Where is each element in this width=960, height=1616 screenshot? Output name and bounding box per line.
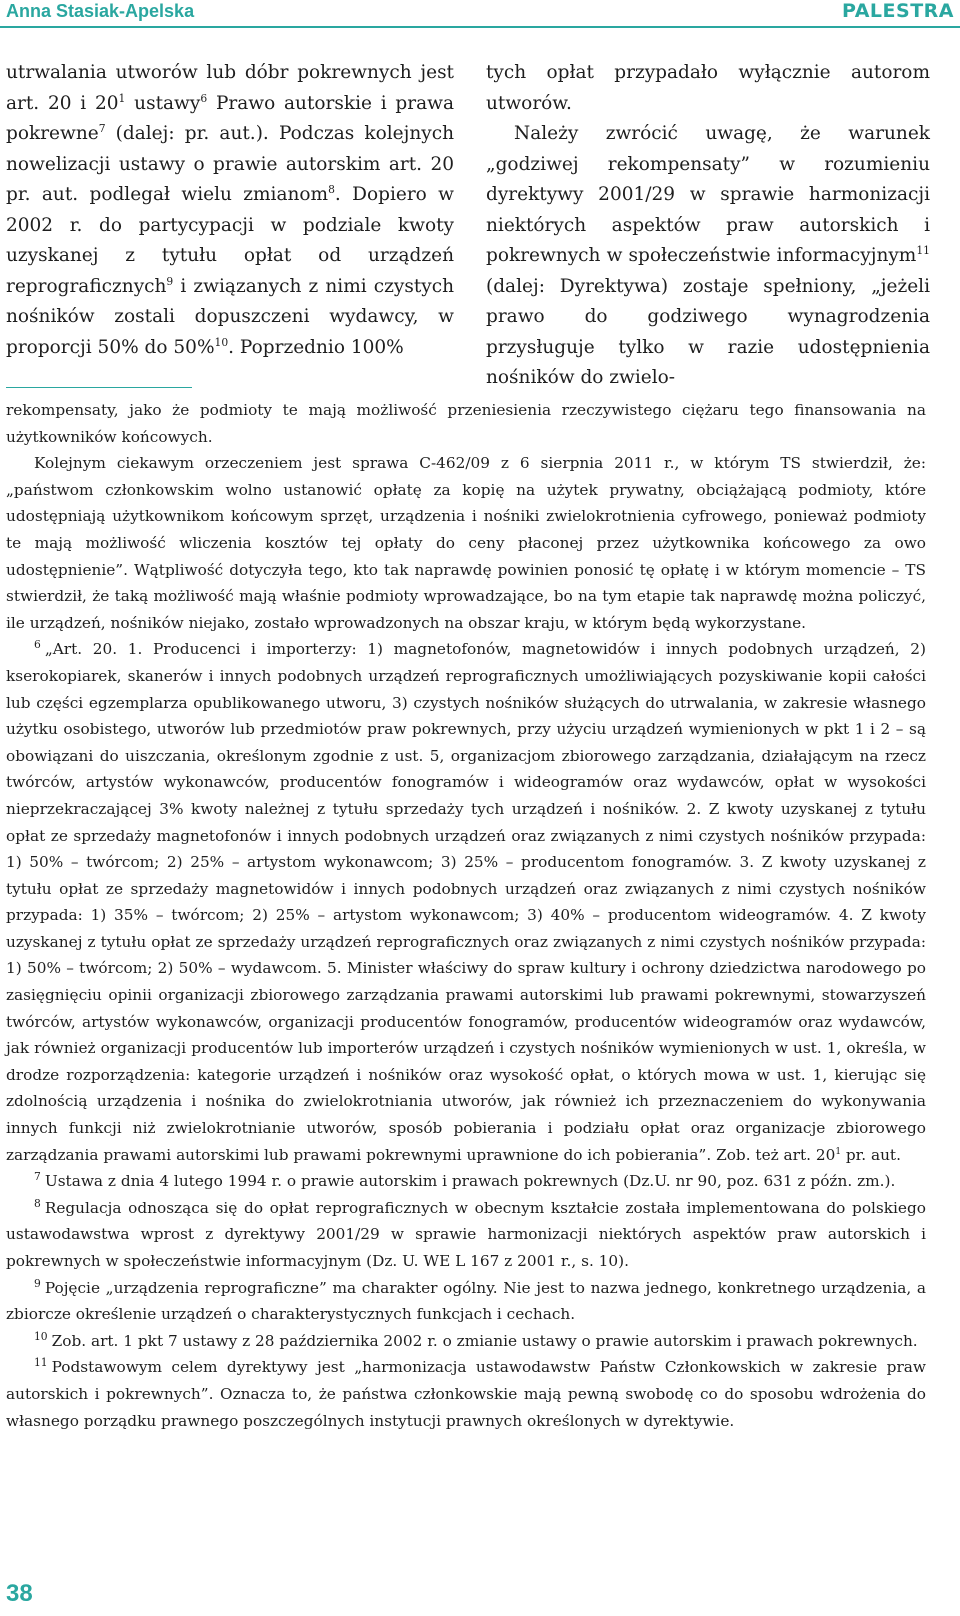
footnote-6: $^6$ „Art. 20. 1. Producenci i importerzy: 1) magnetofonów, magnetowidów i innych podobnych urządzeń, 2) kserokopiarek, skanerów i innych podobnych urządzeń reprograficznych umożliwiających pozyskiwanie kopii całości lub części egzemplarza opublikowanego utworu, 3) czystych nośników służących do utrwalania, w zakresie własnego użytku osobistego, utworów lub przedmiotów praw pokrewnych, przy użyciu urządzeń wymienionych w pkt 1 i 2 – są obowiązani do uiszczania, określonym zgodnie z ust. 5, organizacjom zbiorowego zarządzania, działającym na rzecz twórców, artystów wykonawców, producentów fonogramów i wideogramów oraz wydawców, opłat w wysokości nieprzekraczającej 3% kwoty należnej z tytułu sprzedaży tych urządzeń i nośników. 2. Z kwoty uzyskanej z tytułu opłat ze sprzedaży magnetofonów i innych podobnych urządzeń oraz związanych z nimi czystych nośników przypada: 1) 50% – twórcom; 2) 25% – artystom wykonawcom; 3) 25% – producentom fonogramów. 3. Z kwoty uzyskanej z tytułu opłat ze sprzedaży magnetowidów i innych podobnych urządzeń oraz związanych z nimi czystych nośników przypada: 1) 35% – twórcom; 2) 25% – artystom wykonawcom; 3) 40% – producentom wideogramów. 4. Z kwoty uzyskanej z tytułu opłat ze sprzedaży urządzeń reprograficznych oraz związanych z nimi czystych nośników przypada: 1) 50% – twórcom; 2) 50% – wydawcom. 5. Minister właściwy do spraw kultury i ochrony dziedzictwa narodowego po zasięgnięciu opinii organizacji zbiorowego zarządzania prawami autorskimi lub prawami pokrewnymi, stowarzyszeń twórców, artystów wykonawców, organizacji producentów fonogramów, producentów wideogramów oraz wydawców, jak również organizacji producentów lub importerów urządzeń i czystych nośników wymienionych w ust. 1, określa, w drodze rozporządzenia: kategorie urządzeń i nośników oraz wysokość opłat, o których mowa w ust. 1, kierując się zdolnością urządzenia i nośnika do zwielokrotniania utworów, jak również ich przeznaczeniem do wykonywania innych funkcji niż zwielokrotnianie utworów, sposób pobierania i podziału opłat oraz organizacje zbiorowego zarządzania prawami autorskimi lub prawami pokrewnymi uprawnione do ich pobierania”. Zob. też art. $20^1$ pr. aut.: [6, 638, 926, 1164]
page-number: 38: [6, 1580, 33, 1607]
footnote-ref-9[interactable]: 9: [166, 274, 174, 288]
footnote-ref-6[interactable]: 6: [200, 91, 208, 105]
header-journal-title: PALESTRA: [842, 0, 954, 22]
footnote-9: $^9$ Pojęcie „urządzenia reprograficzne” ma charakter ogólny. Nie jest to nazwa jednego, konkretnego urządzenia, a zbiorcze określenie urządzeń o charakterystycznych funkcjach i cechach.: [6, 1276, 926, 1324]
body-paragraph: utrwalania utworów lub dóbr pokrewnych jest art. 20 i $20^1$ ustawy$^6$ Prawo autorskie i prawa pokrewne$^7$ (dalej: pr. aut.). Podczas kolejnych nowelizacji ustawy o prawie autorskim art. 20 pr. aut. podlegał wielu zmianom$^8$. Dopiero w 2002 r. do partycypacji w podziale kwoty uzyskanej z tytułu opłat od urządzeń reprograficznych$^9$ i związanych z nimi czystych nośników zostali dopuszczeni wydawcy, w proporcji 50% do 50%$^{10}$. Poprzednio 100%: [6, 62, 455, 358]
footnote-ref-8[interactable]: 8: [328, 182, 335, 196]
footnotes-section: [6, 397, 926, 1434]
footnote-number: 10: [34, 1329, 48, 1343]
footnote-separator: [6, 387, 192, 388]
footnote-ref: 1: [118, 91, 126, 105]
footnote-number: 11: [34, 1356, 48, 1370]
body-paragraph: tych opłat przypadało wyłącznie autorom utworów.: [486, 62, 930, 114]
footnote-number: 7: [34, 1170, 41, 1184]
footnote-8: $^8$ Regulacja odnosząca się do opłat reprograficznych w obecnym kształcie została implementowana do polskiego ustawodawstwa wprost z dyrektywy 2001/29 w sprawie harmonizacji niektórych aspektów praw autorskich i pokrewnych w społeczeństwie informacyjnym (Dz. U. WE L 167 z 2001 r., s. 10).: [6, 1196, 926, 1270]
running-header: [0, 0, 960, 28]
footnote-ref-11[interactable]: 11: [916, 243, 930, 257]
header-author: Anna Stasiak-Apelska: [6, 1, 195, 21]
footnote-11: $^{11}$ Podstawowym celem dyrektywy jest „harmonizacja ustawodawstw Państw Członkowskich w zakresie praw autorskich i pokrewnych”. Oznacza to, że państwa członkowskie mają pewną swobodę co do sposobu wdrożenia do własnego porządku prawnego poszczególnych instytucji prawnych określonych w dyrektywie.: [6, 1356, 926, 1430]
footnote-number: 8: [34, 1196, 41, 1210]
footnote-continuation: Kolejnym ciekawym orzeczeniem jest sprawa C-462/09 z 6 sierpnia 2011 r., w którym TS stwierdził, że: „państwom członkowskim wolno ustanowić opłatę za kopię na użytek prywatny, obciążającą podmioty, które udostępniają użytkownikom końcowym sprzęt, urządzenia i nośniki zwielokrotnienia cyfrowego, ponieważ podmioty te mają możliwość wliczenia kosztów tej opłaty do ceny płaconej przez użytkownika końcowego za owo udostępnienie”. Wątpliwość dotyczyła tego, kto tak naprawdę powinien ponosić tę opłatę i w którym momencie – TS stwierdził, że taką możliwość mają właśnie podmioty wprowadzające, bo na tym etapie tak naprawdę można policzyć, ile urządzeń, nośników niejako, zostało wprowadzonych na obszar kraju, w którym będą wykorzystane.: [6, 454, 926, 632]
footnote-ref-7[interactable]: 7: [98, 121, 106, 135]
footnote-10: $^{10}$ Zob. art. 1 pkt 7 ustawy z 28 października 2002 r. o zmianie ustawy o prawie autorskim i prawach pokrewnych.: [34, 1329, 918, 1350]
footnote-number: 6: [34, 638, 41, 652]
footnote-ref-10[interactable]: 10: [214, 335, 229, 349]
footnote-continuation: rekompensaty, jako że podmioty te mają możliwość przeniesienia rzeczywistego ciężaru tego finansowania na użytkowników końcowych.: [6, 401, 926, 446]
body-paragraph: Należy zwrócić uwagę, że warunek „godziwej rekompensaty” w rozumieniu dyrektywy 2001/29 w sprawie harmonizacji niektórych aspektów praw autorskich i pokrewnych w społeczeństwie informacyjnym$^{11}$ (dalej: Dyrektywa) zostaje spełniony, „jeżeli prawo do godziwego wynagrodzenia przysługuje tylko w razie udostępnienia nośników do zwielo-: [486, 123, 930, 388]
footnote-7: $^7$ Ustawa z dnia 4 lutego 1994 r. o prawie autorskim i prawach pokrewnych (Dz.U. nr 90, poz. 631 z późn. zm.).: [34, 1170, 896, 1191]
footnote-number: 9: [34, 1276, 41, 1290]
left-text-column: [6, 58, 454, 363]
right-text-column: [486, 58, 930, 394]
